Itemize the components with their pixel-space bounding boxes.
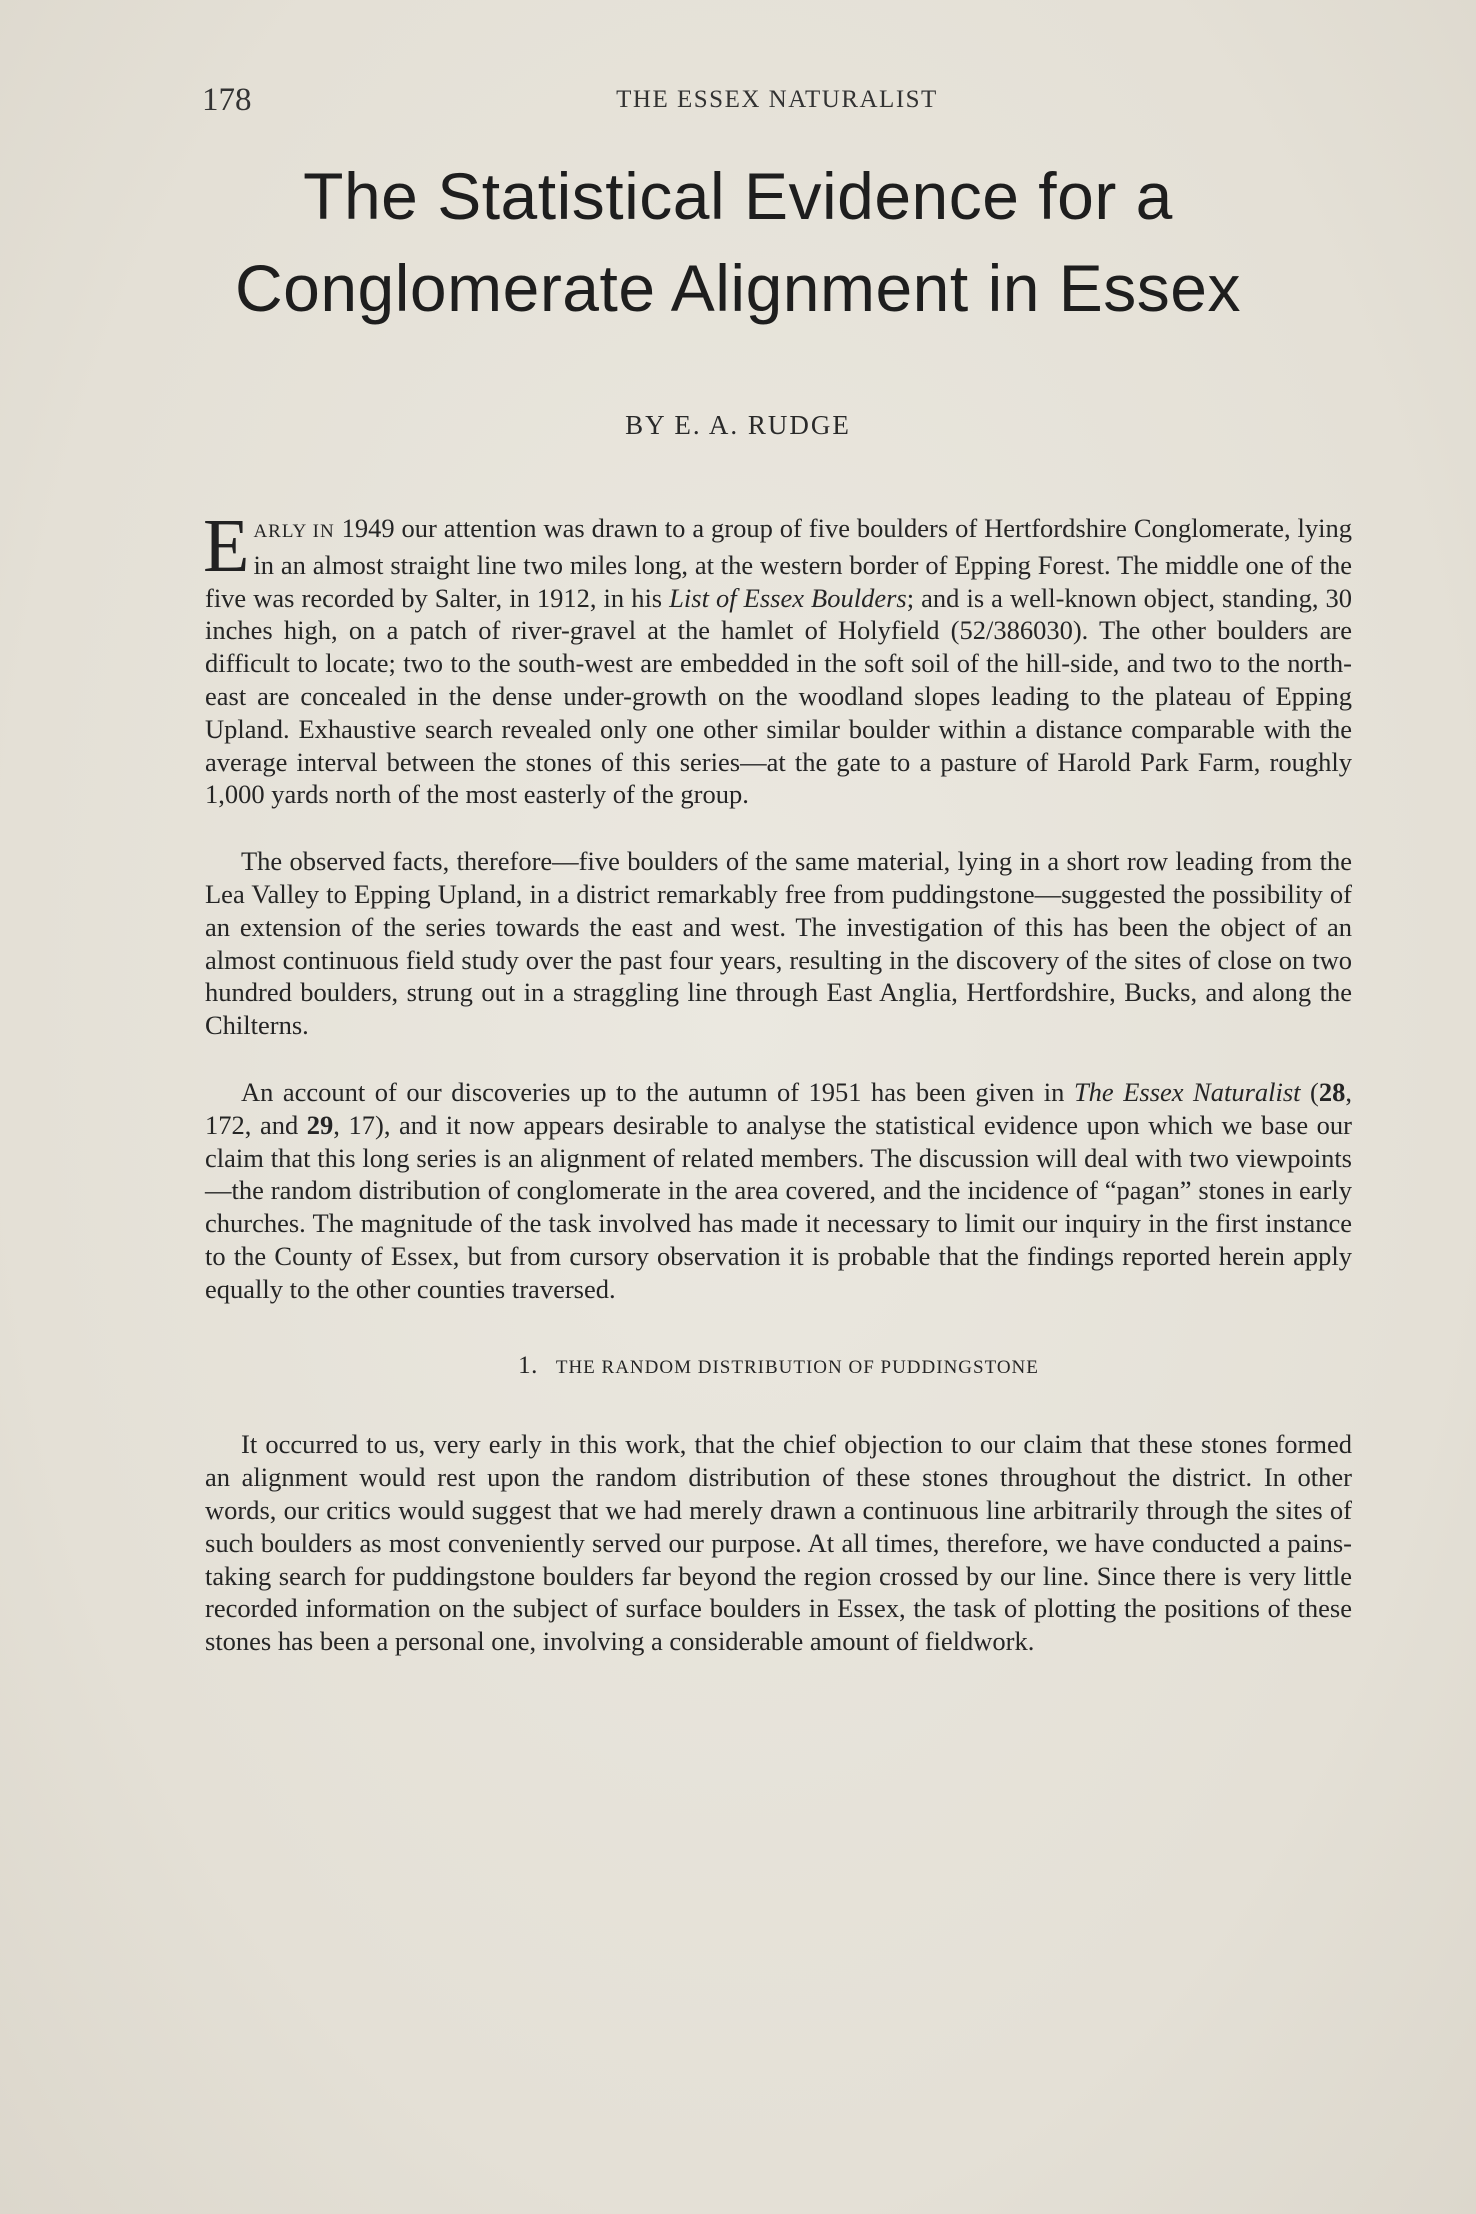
volume-29: 29 <box>306 1109 334 1140</box>
paragraph-1 <box>203 504 1353 811</box>
journal-citation-italic: The Essex Naturalist <box>1073 1076 1301 1107</box>
section-heading-1 <box>205 1350 1352 1385</box>
drop-cap: E <box>203 504 250 588</box>
paragraph-3-text-c: , 172, and <box>205 1076 1353 1140</box>
paragraph-3-text-a: An account of our discoveries up to the autumn of 1951 has been given in <box>241 1076 1074 1107</box>
running-head <box>202 82 1352 122</box>
paragraph-3-text-b: ( <box>1300 1076 1319 1107</box>
article-author: BY E. A. RUDGE <box>625 410 851 440</box>
paragraph-1-text-a: 1949 our attention was drawn to a group of five boulders of Hertfordshire Conglomerate, lying in an almost straight line two miles long, at the western border of Epping Forest. The middle one of the five was recorded by Salter, in 1912, in his <box>205 513 1352 613</box>
journal-title: THE ESSEX NATURALIST <box>616 86 938 113</box>
section-title: THE RANDOM DISTRIBUTION OF PUDDINGSTONE <box>555 1356 1039 1378</box>
paragraph-3-text-d: , 17), and it now appears desirable to analyse the statistical evidence upon which we base our claim that this long series is an alignment of related members. The discussion will deal with two viewpoints—the random distribution of conglomerate in the area covered, and the incidence of “pagan” stones in early churches. The magnitude of the task involved has made it necessary to limit our inquiry in the first instance to the County of Essex, but from cursory observation it is probable that the findings reported herein apply equally to the other counties traversed. <box>205 1109 1353 1304</box>
article-title-line-1: The Statistical Evidence for a <box>303 159 1173 233</box>
article-title <box>150 150 1326 334</box>
section-number: 1. <box>518 1351 538 1379</box>
paragraph-1-text-b: ; and is a well-known object, standing, 30 inches high, on a patch of river-gravel at the hamlet of Holyfield (52/386030). The other boulders are difficult to locate; two to the south-west are embedded in the soft soil of the hill-side, and two to the north-east are concealed in the dense under-growth on the woodland slopes leading to the plateau of Epping Upland. Exhaustive search revealed only one other similar boulder within a distance comparable with the average interval between the stones of this series—at the gate to a pasture of Harold Park Farm, roughly 1,000 yards north of the most easterly of the group. <box>205 582 1353 810</box>
article-body <box>203 504 1353 1658</box>
book-title-italic: List of Essex Boulders <box>669 582 907 613</box>
paragraph-4: It occurred to us, very early in this work, that the chief objection to our claim that these stones formed an alignment would rest upon the random distribution of these stones throughout the district. In other words, our critics would suggest that we had merely drawn a continuous line arbitrarily through the sites of such boulders as most conveniently served our purpose. At all times, therefore, we have conducted a pains-taking search for puddingstone boulders far beyond the region crossed by our line. Since there is very little recorded information on the subject of surface boulders in Essex, the task of plotting the positions of these stones has been a personal one, involving a considerable amount of fieldwork. <box>205 1429 1352 1657</box>
paragraph-3 <box>205 1076 1352 1306</box>
paragraph-2: The observed facts, therefore—five boulders of the same material, lying in a short row leading from the Lea Valley to Epping Upland, in a district remarkably free from puddingstone—suggested the possibility of an extension of the series towards the east and west. The investigation of this has been the object of an almost continuous field study over the past four years, resulting in the discovery of the sites of close on two hundred boulders, strung out in a straggling line through East Anglia, Hertfordshire, Bucks, and along the Chilterns. <box>205 846 1352 1041</box>
volume-28: 28 <box>1318 1076 1346 1107</box>
lead-small-caps: ARLY IN <box>253 521 335 542</box>
article-title-line-2: Conglomerate Alignment in Essex <box>234 251 1241 325</box>
page-number: 178 <box>202 82 252 118</box>
